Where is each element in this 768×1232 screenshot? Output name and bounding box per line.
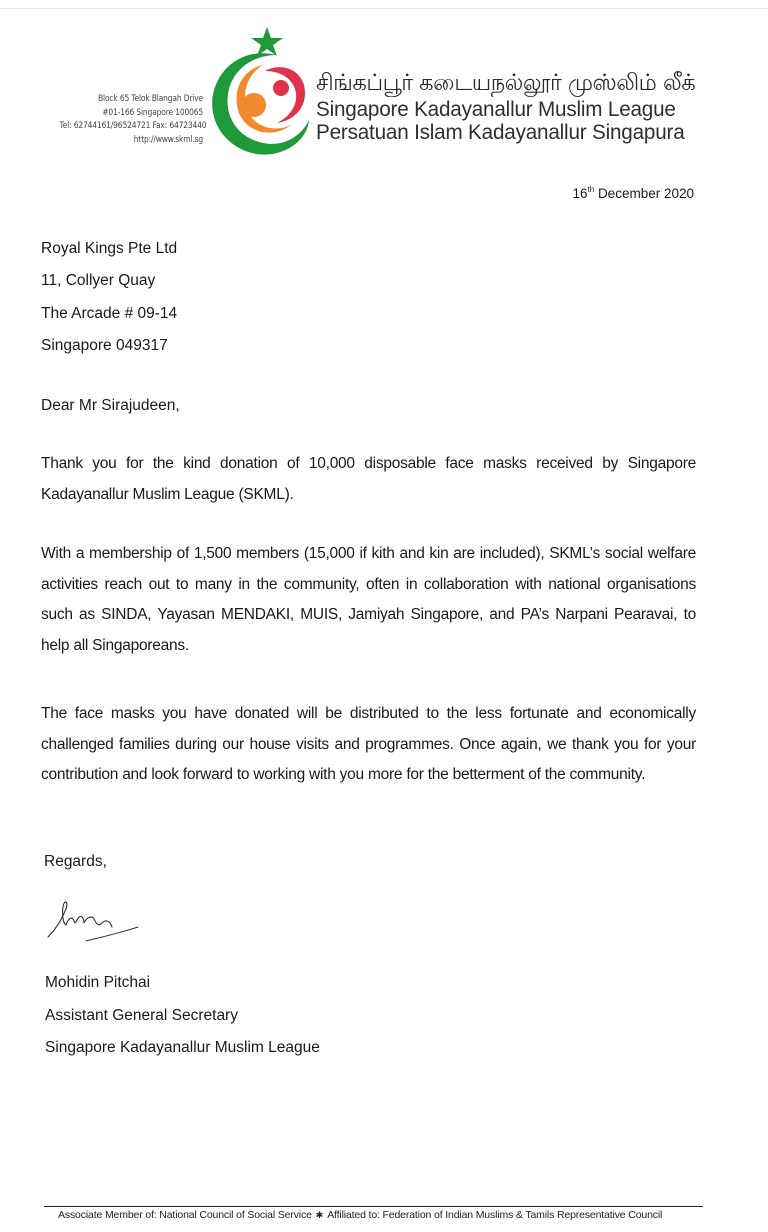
org-name-block — [316, 68, 703, 144]
recipient-postal: Singapore 049317 — [41, 336, 168, 354]
address-line: Block 65 Telok Blangah Drive — [98, 94, 203, 104]
scan-edge-line — [0, 8, 768, 9]
date-suffix: th — [587, 185, 595, 194]
footer-affiliations — [58, 1209, 662, 1221]
footer-affiliated-to: Affiliated to: Federation of Indian Muslims & Tamils Representative Council — [327, 1209, 663, 1221]
paragraph-distribution: The face masks you have donated will be distributed to the less fortunate and economically challenged families during our house visits and programmes. Once again, we thank you for your contribution and look forward to working with you more for the betterment of the community. — [41, 705, 696, 783]
org-name-tamil: சிங்கப்பூர் கடையநல்லூர் முஸ்லிம் லீக் — [316, 70, 696, 96]
signatory-name: Mohidin Pitchai — [45, 974, 151, 991]
handwritten-signature-icon — [44, 893, 144, 948]
contact-line: Tel: 62744161/96524721 Fax: 64723440 — [59, 121, 207, 131]
org-name-english: Singapore Kadayanallur Muslim League — [316, 98, 676, 121]
signatory-title: Assistant General Secretary — [45, 1006, 238, 1024]
letter-date — [572, 185, 694, 201]
org-address-block — [59, 93, 207, 147]
signatory-block — [45, 973, 320, 1071]
paragraph-membership: With a membership of 1,500 members (15,000 if kith and kin are included), SKML’s social welfare activities reach out to many in the community, often in collaboration with national organisations such as SINDA, Yayasan MENDAKI, MUIS, Jamiyah Singapore, and PA’s Narpani Pearavai, to help all Singaporeans. — [41, 545, 696, 654]
recipient-street: 11, Collyer Quay — [41, 272, 156, 290]
recipient-unit: The Arcade # 09-14 — [41, 304, 178, 322]
salutation: Dear Mr Sirajudeen, — [41, 397, 180, 414]
crescent-star-logo-icon — [205, 25, 310, 157]
address-line: #01-166 Singapore 100065 — [102, 107, 203, 118]
date-day: 16 — [572, 186, 588, 201]
org-name-malay: Persatuan Islam Kadayanallur Singapura — [316, 121, 685, 144]
recipient-company: Royal Kings Pte Ltd — [41, 240, 178, 257]
paragraph-thanks: Thank you for the kind donation of 10,000 disposable face masks received by Singapore Kadayanallur Muslim League (SKML). — [41, 455, 696, 503]
footer-associate-member: Associate Member of: National Council of Social Service — [58, 1209, 312, 1221]
closing-regards: Regards, — [44, 853, 107, 870]
asterisk-separator-icon: ✱ — [315, 1210, 324, 1220]
footer-divider — [44, 1206, 703, 1207]
date-month-year: December 2020 — [597, 186, 694, 201]
recipient-address — [41, 239, 177, 368]
signatory-organisation: Singapore Kadayanallur Muslim League — [45, 1039, 320, 1056]
website-line: http://www.skml.sg — [133, 134, 203, 145]
